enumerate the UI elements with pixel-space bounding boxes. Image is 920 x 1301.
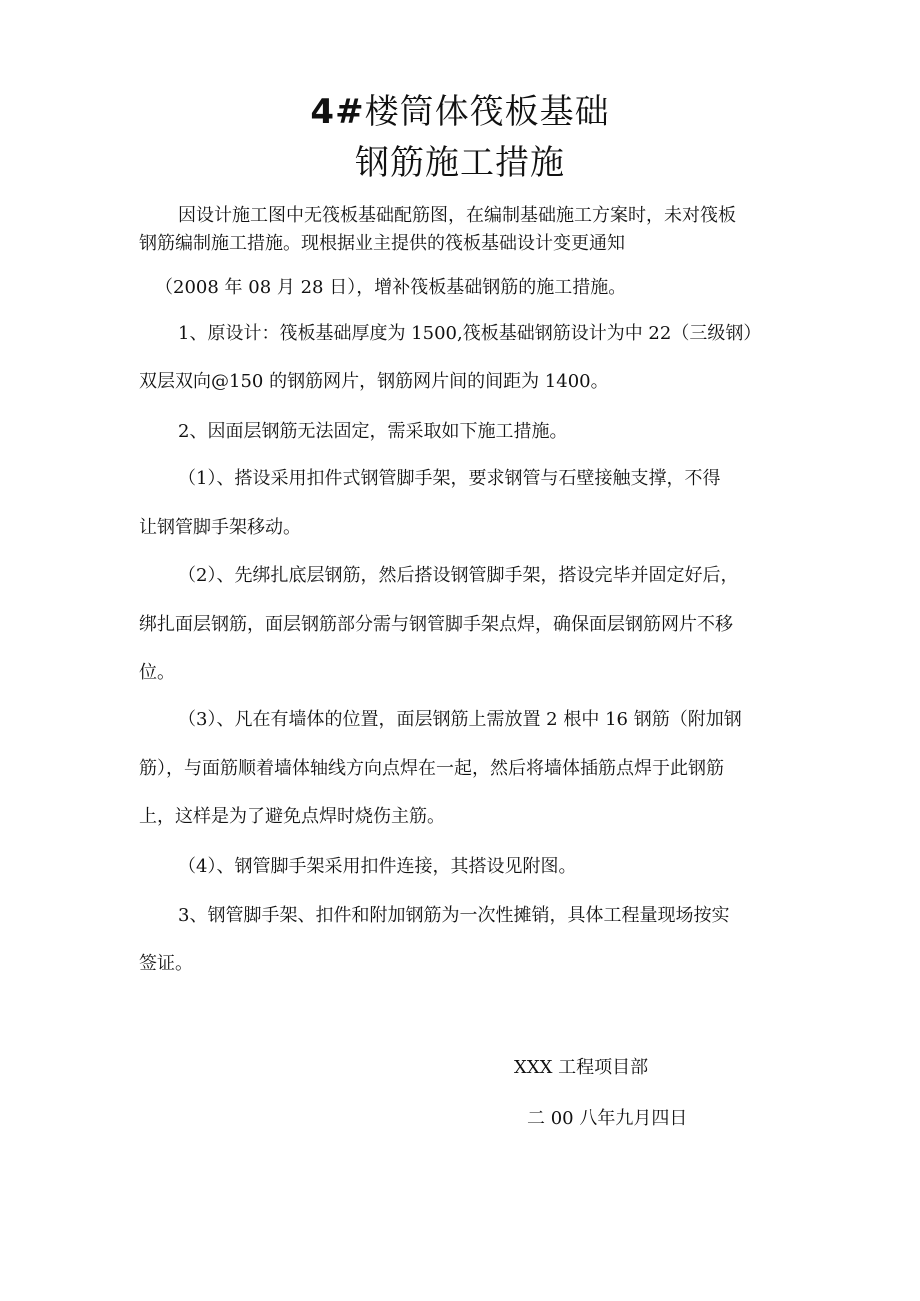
body-line-10: 绑扎面层钢筋，面层钢筋部分需与钢管脚手架点焊，确保面层钢筋网片不移	[139, 614, 733, 635]
body-line-6: 2、因面层钢筋无法固定，需采取如下施工措施。	[178, 421, 568, 442]
document-title-line-2: 钢筋施工措施	[355, 143, 565, 183]
body-line-17: 签证。	[139, 953, 193, 974]
body-line-14: 上，这样是为了避免点焊时烧伤主筋。	[139, 806, 445, 827]
body-line-2: 钢筋编制施工措施。现根据业主提供的筏板基础设计变更通知	[139, 233, 625, 254]
body-line-12: （3）、凡在有墙体的位置，面层钢筋上需放置 2 根中 16 钢筋（附加钢	[178, 709, 742, 730]
body-line-1: 因设计施工图中无筏板基础配筋图，在编制基础施工方案时，未对筏板	[178, 205, 736, 226]
body-line-11: 位。	[139, 662, 175, 683]
body-line-3: （2008 年 08 月 28 日），增补筏板基础钢筋的施工措施。	[155, 277, 627, 298]
document-title-line-1	[0, 92, 920, 132]
signature-date: 二 00 八年九月四日	[527, 1108, 688, 1129]
body-line-8: 让钢管脚手架移动。	[139, 517, 301, 538]
body-line-7: （1）、搭设采用扣件式钢管脚手架，要求钢管与石壁接触支撑，不得	[178, 468, 721, 489]
body-line-15: （4）、钢管脚手架采用扣件连接，其搭设见附图。	[178, 856, 577, 877]
body-line-9: （2）、先绑扎底层钢筋，然后搭设钢管脚手架，搭设完毕并固定好后，	[178, 565, 739, 586]
building-number: 4#	[310, 92, 365, 132]
body-line-13: 筋），与面筋顺着墙体轴线方向点焊在一起，然后将墙体插筋点焊于此钢筋	[139, 758, 724, 779]
body-line-16: 3、钢管脚手架、扣件和附加钢筋为一次性摊销，具体工程量现场按实	[178, 905, 730, 926]
title-text: 楼筒体筏板基础	[364, 92, 610, 132]
body-line-4: 1、原设计：筏板基础厚度为 1500,筏板基础钢筋设计为中 22（三级钢）	[178, 323, 762, 344]
body-line-5: 双层双向@150 的钢筋网片，钢筋网片间的间距为 1400。	[139, 371, 609, 392]
signature-organization: XXX 工程项目部	[514, 1057, 649, 1078]
